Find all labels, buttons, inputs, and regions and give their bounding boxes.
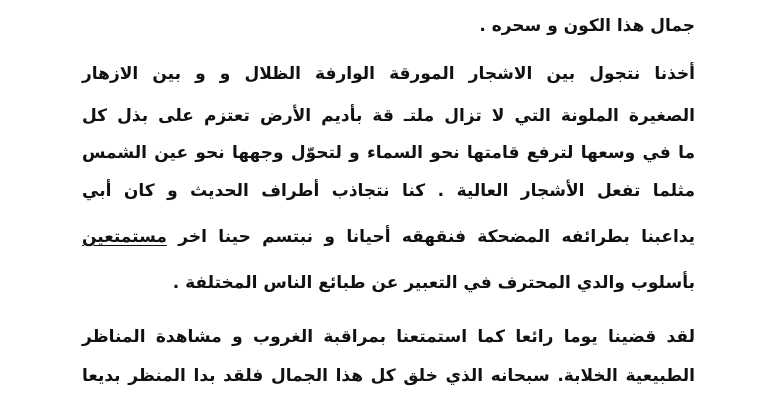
text-line: أخذنا نتجول بين الاشجار المورقة الوارفة الظلال و و بين الازهار [82, 64, 695, 84]
text-line-with-underline [82, 225, 695, 249]
text-line-main: يداعبنا بطرائفه المضحكة فنقهقه أحيانا و نبتسم حينا اخر [178, 227, 695, 247]
text-line: مثلما تفعل الأشجار العالية . كنا نتجاذب أطراف الحديث و كان أبي [82, 181, 695, 201]
text-line: بأسلوب والدي المحترف في التعبير عن طبائع الناس المختلفة . [172, 273, 695, 293]
text-line: جمال هذا الكون و سحره . [479, 16, 695, 36]
text-line: الصغيرة الملونة التي لا تزال ملتـ قة بأديم الأرض تعتزم على بذل كل [82, 106, 695, 126]
text-line: لقد قضينا يوما رائعا كما استمتعنا بمراقبة الغروب و مشاهدة المناظر [82, 327, 695, 347]
underlined-word: مستمتعين [82, 227, 167, 247]
text-line: ما في وسعها لترفع قامتها نحو السماء و لتحوّل وجهها نحو عين الشمس [82, 143, 695, 163]
text-line: الطبيعية الخلابة. سبحانه الذي خلق كل هذا الجمال فلقد بدا المنظر بديعا [82, 366, 695, 386]
